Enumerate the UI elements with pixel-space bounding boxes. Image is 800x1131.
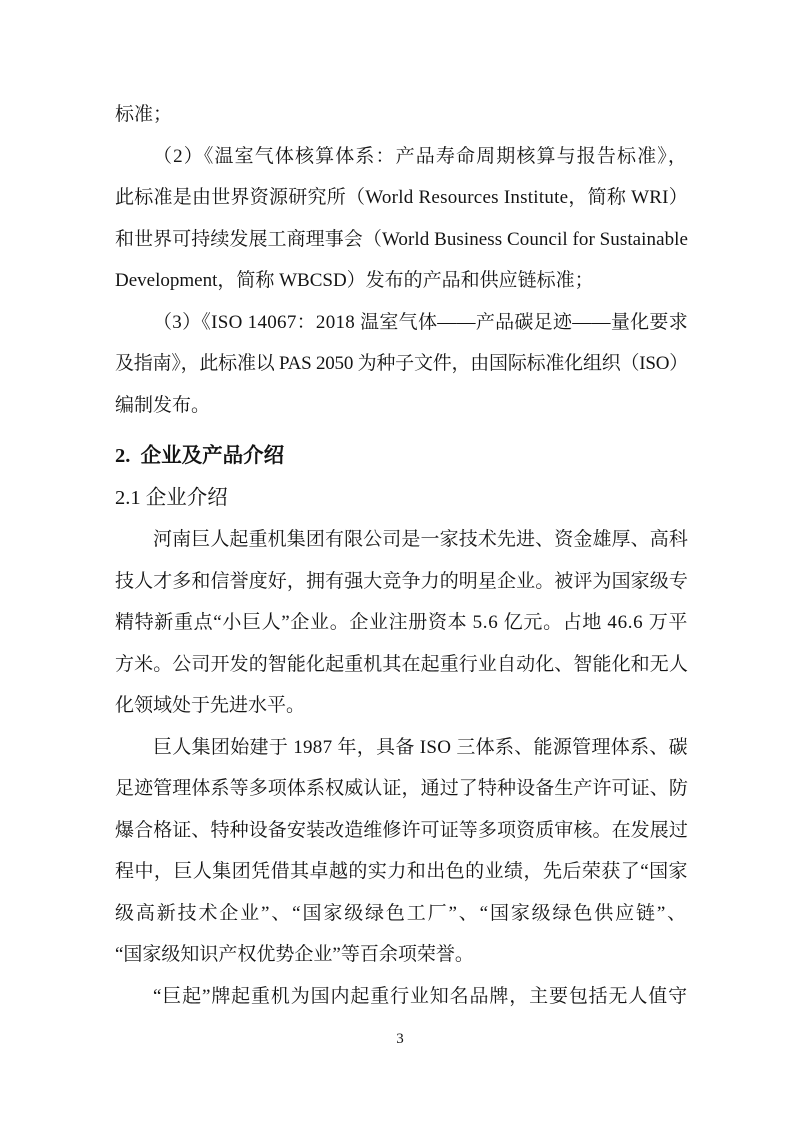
line-text: （2）《温室气体核算体系：产品寿命周期核算与报告标准》， — [153, 145, 688, 167]
line-text: 标准； — [115, 104, 173, 125]
line-text: 化领域处于先进水平。 — [115, 695, 306, 716]
line-text: 爆合格证、特种设备安装改造维修许可证等多项资质审核。在发展过 — [115, 819, 688, 841]
line-text: 级高新技术企业”、“国家级绿色工厂”、“国家级绿色供应链”、 — [115, 902, 688, 924]
body-text-line — [115, 810, 688, 852]
line-text: 河南巨人起重机集团有限公司是一家技术先进、资金雄厚、高科 — [153, 529, 688, 550]
line-text: “国家级知识产权优势企业”等百余项荣誉。 — [115, 944, 474, 965]
body-text-line — [115, 768, 688, 810]
line-text: 及指南》，此标准以 PAS 2050 为种子文件，由国际标准化组织（ISO） — [115, 353, 688, 374]
line-text: 2.1 企业介绍 — [115, 486, 228, 509]
body-text-line — [115, 727, 688, 769]
body-text-line — [115, 302, 688, 344]
line-text: 技人才多和信誉度好，拥有强大竞争力的明星企业。被评为国家级专 — [115, 570, 688, 592]
body-text-line — [115, 177, 688, 219]
line-text: 此标准是由世界资源研究所（World Resources Institute，简称 WRI） — [115, 187, 688, 208]
line-text: “巨起”牌起重机为国内起重行业知名品牌，主要包括无人值守 — [153, 985, 688, 1007]
body-text-line — [115, 519, 688, 561]
body-text-line — [115, 976, 688, 1018]
body-text-line — [115, 934, 688, 976]
line-text: 和世界可持续发展工商理事会（World Business Council for Sustainable — [115, 228, 688, 250]
line-text: 2. 企业及产品介绍 — [115, 445, 285, 467]
body-text-line — [115, 893, 688, 935]
page-number: 3 — [396, 1031, 404, 1047]
body-text-line — [115, 685, 688, 727]
line-text: 编制发布。 — [115, 394, 211, 416]
document-body — [115, 94, 688, 1017]
line-text: 巨人集团始建于 1987 年，具备 ISO 三体系、能源管理体系、碳 — [153, 736, 688, 758]
line-text: Development，简称 WBCSD）发布的产品和供应链标准； — [115, 270, 594, 291]
section-heading — [115, 436, 688, 478]
line-text: 精特新重点“小巨人”企业。企业注册资本 5.6 亿元。占地 46.6 万平 — [115, 612, 688, 633]
body-text-line — [115, 851, 688, 893]
line-text: 足迹管理体系等多项体系权威认证，通过了特种设备生产许可证、防 — [115, 778, 688, 799]
line-text: 程中，巨人集团凭借其卓越的实力和出色的业绩，先后荣获了“国家 — [115, 861, 688, 882]
body-text-line — [115, 94, 688, 136]
body-text-line — [115, 561, 688, 603]
body-text-line — [115, 219, 688, 261]
subsection-heading — [115, 478, 688, 520]
line-text: 方米。公司开发的智能化起重机其在起重行业自动化、智能化和无人 — [115, 653, 688, 675]
body-text-line — [115, 644, 688, 686]
body-text-line — [115, 343, 688, 385]
body-text-line — [115, 136, 688, 178]
line-text: （3）《ISO 14067：2018 温室气体——产品碳足迹——量化要求 — [153, 311, 688, 333]
body-text-line — [115, 602, 688, 644]
body-text-line — [115, 385, 688, 427]
body-text-line — [115, 260, 688, 302]
